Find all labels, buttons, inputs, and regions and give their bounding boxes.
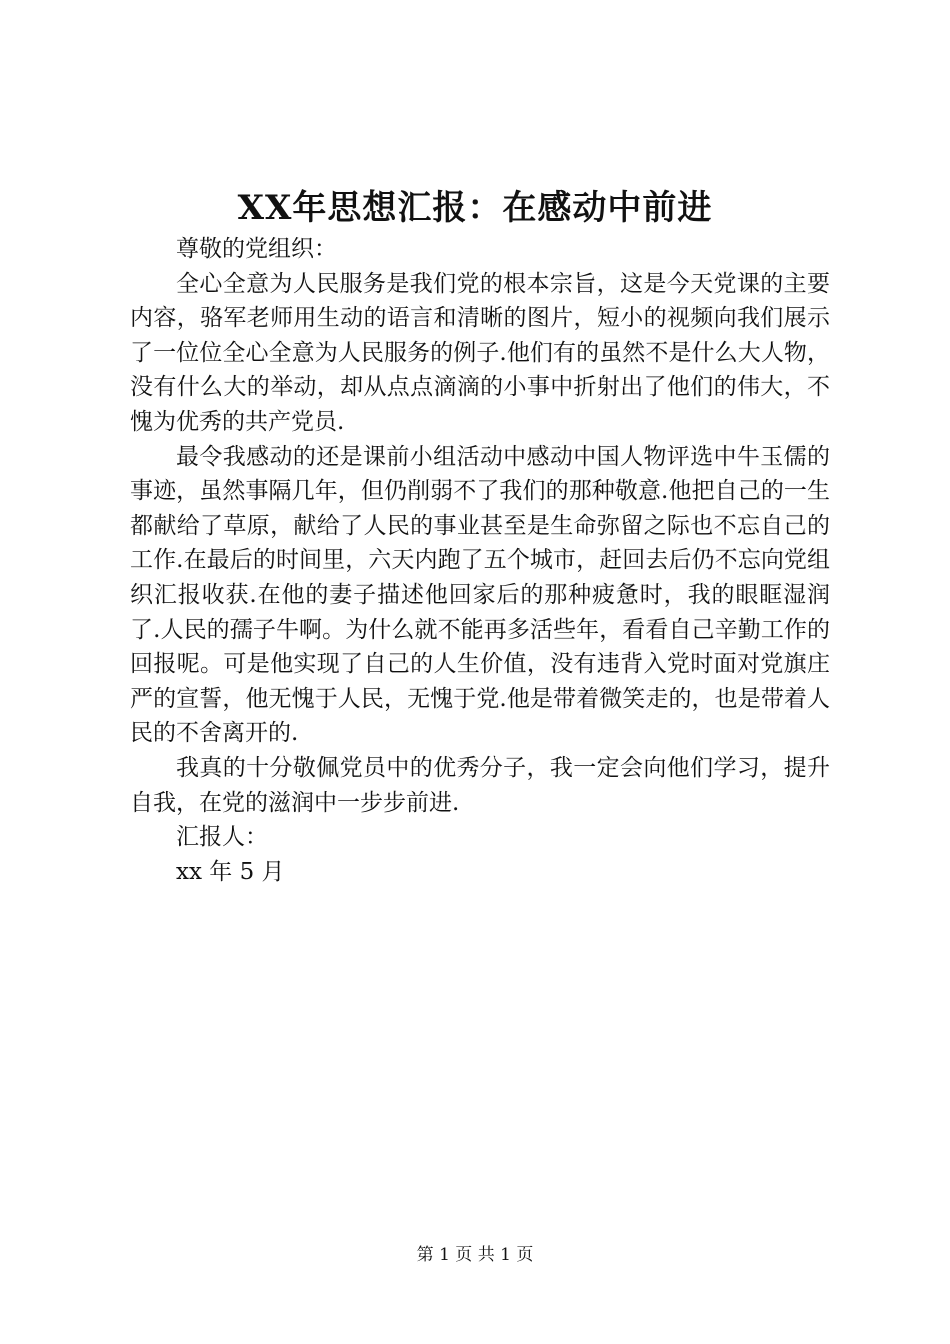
paragraph-3: 我真的十分敬佩党员中的优秀分子，我一定会向他们学习，提升自我，在党的滋润中一步步前进.: [130, 754, 830, 816]
document-title: XX年思想汇报：在感动中前进: [237, 188, 713, 228]
reporter-line: 汇报人：: [176, 824, 268, 851]
salutation: 尊敬的党组织：: [176, 236, 337, 262]
document-body: [130, 232, 830, 889]
paragraph-2: 最令我感动的还是课前小组活动中感动中国人物评选中牛玉儒的事迹，虽然事隔几年，但仍削弱不了我们的那种敬意.他把自己的一生都献给了草原，献给了人民的事业甚至是生命弥留之际也不忘自己的工作.在最后的时间里，六天内跑了五个城市，赶回去后仍不忘向党组织汇报收获.在他的妻子描述他回家后的那种疲惫时，我的眼眶湿润了.人民的孺子牛啊。为什么就不能再多活些年，看看自己辛勤工作的回报呢。可是他实现了自己的人生价值，没有违背入党时面对党旗庄严的宣誓，他无愧于人民，无愧于党.他是带着微笑走的，也是带着人民的不舍离开的.: [130, 443, 830, 747]
paragraph-1: 全心全意为人民服务是我们党的根本宗旨，这是今天党课的主要内容，骆军老师用生动的语言和清晰的图片，短小的视频向我们展示了一位位全心全意为人民服务的例子.他们有的虽然不是什么大人物，没有什么大的举动，却从点点滴滴的小事中折射出了他们的伟大，不愧为优秀的共产党员.: [130, 270, 830, 435]
page-footer: 第 1 页 共 1 页: [416, 1245, 534, 1265]
date-line: xx 年 5 月: [176, 858, 285, 885]
